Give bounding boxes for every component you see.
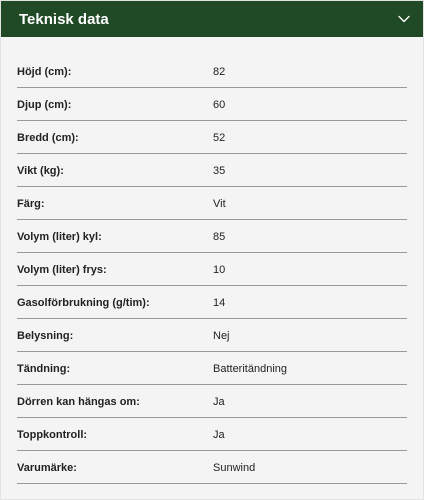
panel-title: Teknisk data [19,10,109,28]
spec-value: Sunwind [213,462,256,474]
spec-table [17,55,407,484]
technical-data-header[interactable] [1,1,423,37]
spec-label: Volym (liter) kyl: [17,231,102,243]
spec-value: 35 [213,165,226,177]
spec-label: Höjd (cm): [17,66,72,78]
spec-row-weight [17,154,407,187]
spec-value: Vit [213,198,226,210]
spec-row-brand [17,451,407,484]
spec-row-width [17,121,407,154]
spec-label: Varumärke: [17,462,77,474]
spec-row-freezer-volume [17,253,407,286]
spec-label: Toppkontroll: [17,429,88,441]
spec-value: 52 [213,132,226,144]
spec-row-gas-consumption [17,286,407,319]
spec-row-height [17,55,407,88]
spec-value: 14 [213,297,226,309]
spec-label: Djup (cm): [17,99,72,111]
spec-row-reversible-door [17,385,407,418]
spec-value: Batteritändning [213,363,287,375]
spec-label: Färg: [17,198,45,210]
spec-row-color [17,187,407,220]
spec-row-depth [17,88,407,121]
spec-label: Belysning: [17,330,74,342]
spec-value: Ja [213,396,225,408]
spec-row-lighting [17,319,407,352]
spec-row-top-control [17,418,407,451]
spec-label: Gasolförbrukning (g/tim): [17,297,150,309]
spec-value: Nej [213,330,230,342]
spec-label: Tändning: [17,363,71,375]
spec-value: 85 [213,231,226,243]
spec-label: Bredd (cm): [17,132,79,144]
chevron-down-icon[interactable] [397,12,411,26]
spec-value: 60 [213,99,226,111]
spec-value: 82 [213,66,226,78]
spec-value: 10 [213,264,226,276]
spec-label: Volym (liter) frys: [17,264,107,276]
spec-label: Dörren kan hängas om: [17,396,140,408]
spec-label: Vikt (kg): [17,165,64,177]
spec-value: Ja [213,429,225,441]
spec-row-fridge-volume [17,220,407,253]
spec-row-ignition [17,352,407,385]
